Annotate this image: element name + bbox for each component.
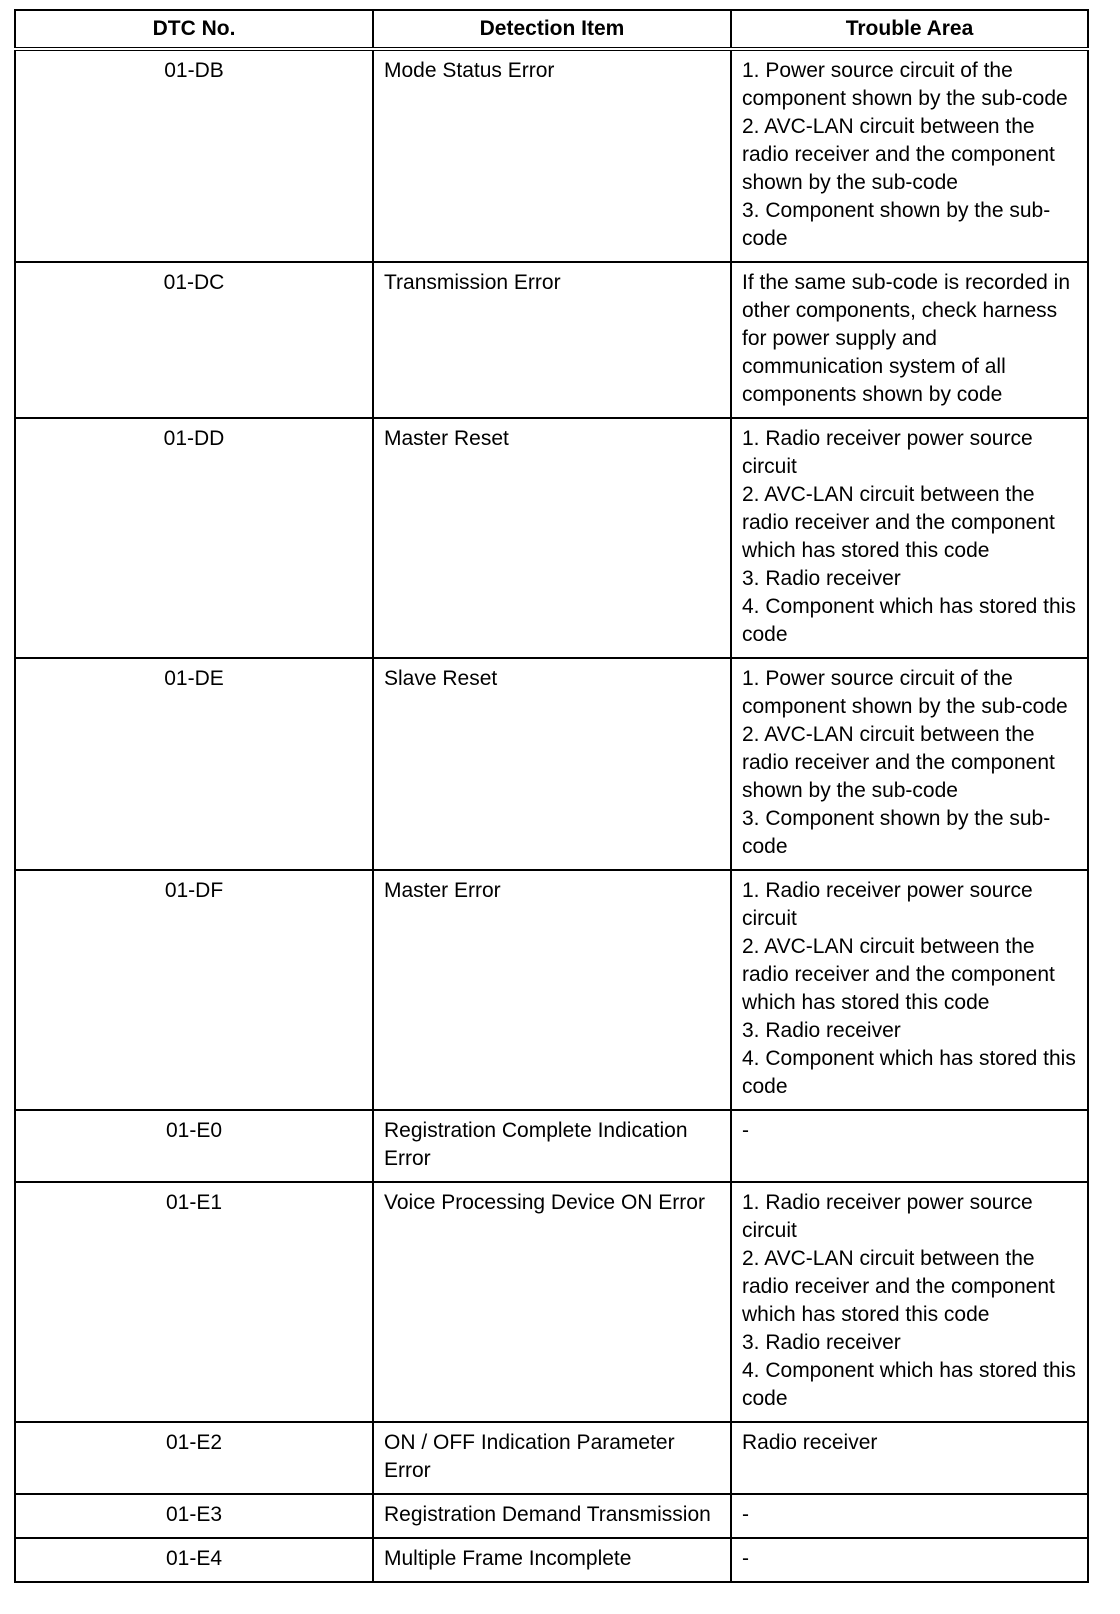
header-detection-item: Detection Item <box>373 10 731 49</box>
trouble-area-line: 4. Component which has stored this code <box>742 595 1076 646</box>
dtc-code: 01-E4 <box>15 1538 373 1582</box>
detection-item: Registration Demand Transmission <box>373 1494 731 1538</box>
dtc-code: 01-DE <box>15 658 373 870</box>
trouble-area-line: 1. Power source circuit of the component shown by the sub-code <box>742 59 1068 110</box>
trouble-area <box>731 262 1088 418</box>
dtc-code: 01-E2 <box>15 1422 373 1494</box>
trouble-area-line: 4. Component which has stored this code <box>742 1359 1076 1410</box>
trouble-area-line: 3. Radio receiver <box>742 1331 901 1354</box>
trouble-area-line: 3. Radio receiver <box>742 567 901 590</box>
table-row <box>15 1110 1088 1182</box>
trouble-area-line: 2. AVC-LAN circuit between the radio receiver and the component shown by the sub-code <box>742 115 1055 194</box>
trouble-area-line: 4. Component which has stored this code <box>742 1047 1076 1098</box>
trouble-area <box>731 49 1088 262</box>
header-dtc-no: DTC No. <box>15 10 373 49</box>
trouble-area <box>731 1494 1088 1538</box>
dtc-code: 01-E1 <box>15 1182 373 1422</box>
trouble-area <box>731 1110 1088 1182</box>
detection-item: Master Error <box>373 870 731 1110</box>
table-row <box>15 49 1088 262</box>
trouble-area <box>731 1182 1088 1422</box>
trouble-area <box>731 1422 1088 1494</box>
trouble-area-line: - <box>742 1503 749 1526</box>
dtc-code: 01-DB <box>15 49 373 262</box>
trouble-area-line: 1. Radio receiver power source circuit <box>742 879 1033 930</box>
detection-item: Transmission Error <box>373 262 731 418</box>
dtc-code: 01-DC <box>15 262 373 418</box>
detection-item: Multiple Frame Incomplete <box>373 1538 731 1582</box>
table-row <box>15 1538 1088 1582</box>
table-row <box>15 1422 1088 1494</box>
table-row <box>15 418 1088 658</box>
table-body <box>15 49 1088 1582</box>
detection-item: Master Reset <box>373 418 731 658</box>
trouble-area <box>731 870 1088 1110</box>
table-row <box>15 1182 1088 1422</box>
dtc-code: 01-DD <box>15 418 373 658</box>
trouble-area-line: 2. AVC-LAN circuit between the radio receiver and the component shown by the sub-code <box>742 723 1055 802</box>
detection-item: Slave Reset <box>373 658 731 870</box>
dtc-code: 01-E3 <box>15 1494 373 1538</box>
detection-item: Registration Complete Indication Error <box>373 1110 731 1182</box>
trouble-area-line: 3. Component shown by the sub-code <box>742 199 1051 250</box>
trouble-area-line: - <box>742 1547 749 1570</box>
header-trouble-area: Trouble Area <box>731 10 1088 49</box>
trouble-area-line: 2. AVC-LAN circuit between the radio receiver and the component which has stored this code <box>742 483 1055 562</box>
trouble-area-line: 2. AVC-LAN circuit between the radio receiver and the component which has stored this code <box>742 935 1055 1014</box>
trouble-area-line: 1. Radio receiver power source circuit <box>742 427 1033 478</box>
trouble-area-line: If the same sub-code is recorded in other components, check harness for power supply and communication system of all components shown by code <box>742 271 1071 406</box>
trouble-area-line: 3. Radio receiver <box>742 1019 901 1042</box>
table-row <box>15 658 1088 870</box>
dtc-table <box>14 9 1089 1583</box>
detection-item: Mode Status Error <box>373 49 731 262</box>
dtc-code: 01-E0 <box>15 1110 373 1182</box>
trouble-area-line: 1. Power source circuit of the component shown by the sub-code <box>742 667 1068 718</box>
detection-item: Voice Processing Device ON Error <box>373 1182 731 1422</box>
trouble-area-line: 3. Component shown by the sub-code <box>742 807 1051 858</box>
trouble-area <box>731 1538 1088 1582</box>
trouble-area-line: Radio receiver <box>742 1431 878 1454</box>
table-row <box>15 870 1088 1110</box>
trouble-area <box>731 418 1088 658</box>
trouble-area-line: 1. Radio receiver power source circuit <box>742 1191 1033 1242</box>
table-row <box>15 262 1088 418</box>
table-row <box>15 1494 1088 1538</box>
trouble-area <box>731 658 1088 870</box>
trouble-area-line: 2. AVC-LAN circuit between the radio receiver and the component which has stored this code <box>742 1247 1055 1326</box>
trouble-area-line: - <box>742 1119 749 1142</box>
detection-item: ON / OFF Indication Parameter Error <box>373 1422 731 1494</box>
dtc-code: 01-DF <box>15 870 373 1110</box>
header-row <box>15 10 1088 49</box>
